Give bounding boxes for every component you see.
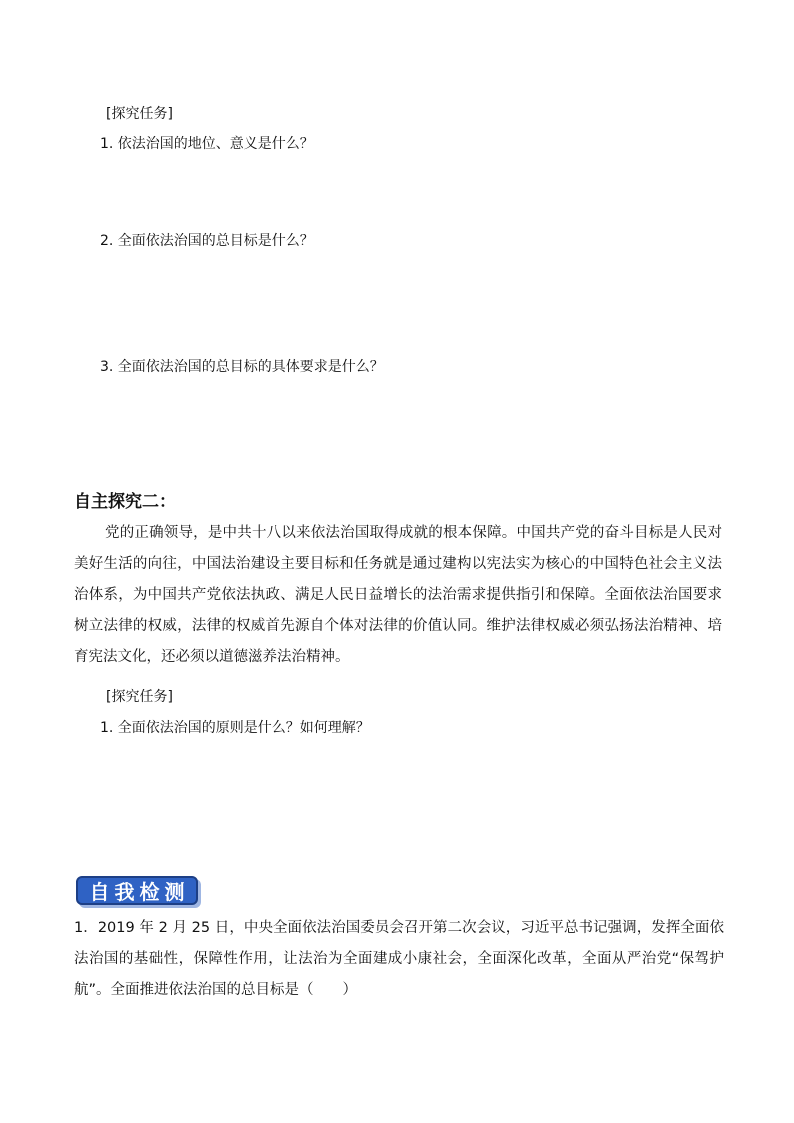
task-label-2: [探究任务] — [106, 689, 173, 705]
question-1-3: 3. 全面依法治国的总目标的具体要求是什么？ — [100, 359, 384, 375]
section-2-paragraph: 党的正确领导，是中共十八以来依法治国取得成就的根本保障。中国共产党的奋斗目标是人民对美好生活的向往，中国法治建设主要目标和任务就是通过建构以宪法实为核心的中国特色社会主义法治体系，为中国共产党依法执政、满足人民日益增长的法治需求提供指引和保障。全面依法治国要求树立法律的权威，法律的权威首先源自个体对法律的价值认同。维护法律权威必须弘扬法治精神、培育宪法文化，还必须以道德滋养法治精神。 — [74, 525, 722, 665]
task-label-1: [探究任务] — [106, 106, 173, 122]
self-check-badge-label: 自我检测 — [89, 880, 190, 904]
section-heading-2: 自主探究二： — [74, 492, 176, 512]
question-2-1: 1. 全面依法治国的原则是什么？如何理解？ — [100, 720, 370, 736]
self-check-badge — [76, 876, 198, 905]
question-1-1: 1. 依法治国的地位、意义是什么？ — [100, 136, 314, 152]
self-check-question-1: 1．2019 年 2 月 25 日，中央全面依法治国委员会召开第二次会议，习近平总书记强调，发挥全面依法治国的基础性，保障性作用，让法治为全面建成小康社会，全面深化改革，全面从严治党“保驾护航”。全面推进依法治国的总目标是（ ） — [74, 920, 724, 998]
question-1-2: 2. 全面依法治国的总目标是什么？ — [100, 233, 314, 249]
